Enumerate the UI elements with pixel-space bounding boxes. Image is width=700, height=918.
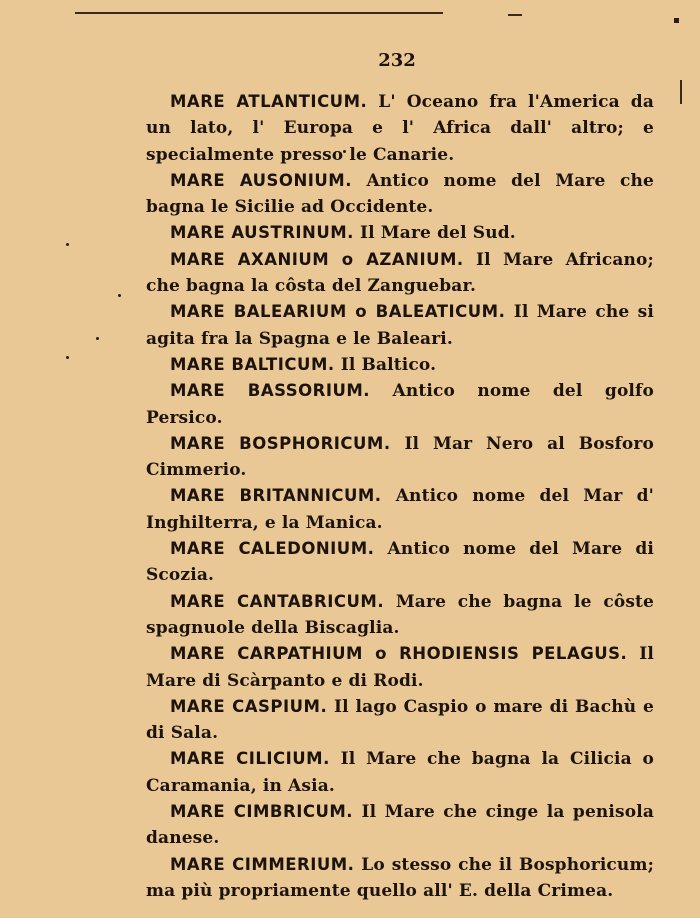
entry-definition: Il Mare del Sud.: [360, 223, 516, 244]
print-speck: [96, 337, 99, 340]
page-edge-line: [680, 80, 682, 104]
corner-mark: [674, 18, 679, 23]
entry-headword: MARE BRITANNICUM.: [170, 486, 382, 506]
entry-definition: Mare che bagna le côste spagnuole della Biscaglia.: [146, 591, 655, 638]
dictionary-entry: [146, 247, 654, 300]
page-number: 232: [378, 50, 416, 71]
dictionary-entry: [146, 694, 654, 747]
entry-definition: Il Mare che bagna la Cilicia o Caramania, in Asia.: [146, 749, 654, 796]
print-speck: [66, 243, 69, 246]
dictionary-entry: [146, 168, 654, 221]
entry-definition: L' Oceano fra l'America da un lato, l' Europa e l' Africa dall' altro; e specialmente presso le Canarie.: [146, 92, 654, 165]
entry-headword: MARE AXANIUM o AZANIUM.: [170, 249, 464, 269]
entry-headword: MARE BASSORIUM.: [170, 381, 371, 401]
dictionary-entry: [146, 299, 654, 352]
entry-definition: Antico nome del Mar d' Inghilterra, e la Manica.: [146, 486, 654, 533]
entry-headword: MARE CASPIUM.: [170, 696, 328, 716]
dictionary-entry: [146, 220, 654, 246]
dictionary-entry: [146, 852, 654, 905]
entry-headword: MARE BALTICUM.: [170, 354, 335, 374]
entry-definition: Antico nome del golfo Persico.: [146, 381, 654, 428]
entry-headword: MARE CARPATHIUM o RHODIENSIS PELAGUS.: [170, 644, 628, 664]
entry-headword: MARE AUSONIUM.: [170, 170, 352, 190]
entry-headword: MARE CIMBRICUM.: [170, 802, 354, 822]
dictionary-entry: [146, 589, 654, 642]
header-rule-fragment: [508, 14, 522, 16]
entry-definition: Il Mar Nero al Bosforo Cimmerio.: [146, 433, 654, 481]
entry-definition: Il Mare che cinge la penisola danese.: [146, 802, 655, 849]
entry-headword: MARE BOSPHORICUM.: [170, 433, 391, 453]
entry-headword: MARE CIMMERIUM.: [170, 854, 355, 874]
dictionary-entry: [146, 746, 654, 799]
entry-definition: Lo stesso che il Bosphoricum; ma più propriamente quello all' E. della Crimea.: [146, 854, 655, 901]
entry-definition: Il Baltico.: [340, 354, 437, 375]
dictionary-entry: [146, 352, 654, 378]
dictionary-entry: [146, 483, 654, 536]
entry-headword: MARE CILICIUM.: [170, 749, 330, 769]
dictionary-entry: [146, 431, 654, 484]
entry-definition: Il Mare di Scàrpanto e di Rodi.: [146, 644, 654, 691]
entry-headword: MARE BALEARIUM o BALEATICUM.: [170, 302, 506, 322]
dictionary-entry: [146, 641, 654, 694]
entry-definition: Antico nome del Mare che bagna le Sicilie ad Occidente.: [146, 170, 655, 218]
print-speck: [118, 294, 121, 297]
entry-headword: MARE CALEDONIUM.: [170, 539, 375, 559]
dictionary-entry: [146, 378, 654, 431]
header-rule: [75, 12, 443, 14]
dictionary-entry: [146, 799, 654, 852]
entry-headword: MARE CANTABRICUM.: [170, 591, 385, 611]
entry-headword: MARE ATLANTICUM.: [170, 92, 368, 111]
entry-definition: Antico nome del Mare di Scozia.: [146, 539, 654, 586]
entry-definition: Il Mare che si agita fra la Spagna e le Baleari.: [146, 302, 654, 349]
dictionary-entries: [146, 89, 654, 904]
entry-definition: Il Mare Africano; che bagna la côsta del Zanguebar.: [146, 249, 654, 297]
dictionary-entry: [146, 89, 654, 168]
entry-definition: Il lago Caspio o mare di Bachù e di Sala.: [146, 696, 654, 744]
entry-headword: MARE AUSTRINUM.: [170, 223, 354, 243]
print-speck: [66, 356, 69, 359]
dictionary-entry: [146, 536, 654, 589]
